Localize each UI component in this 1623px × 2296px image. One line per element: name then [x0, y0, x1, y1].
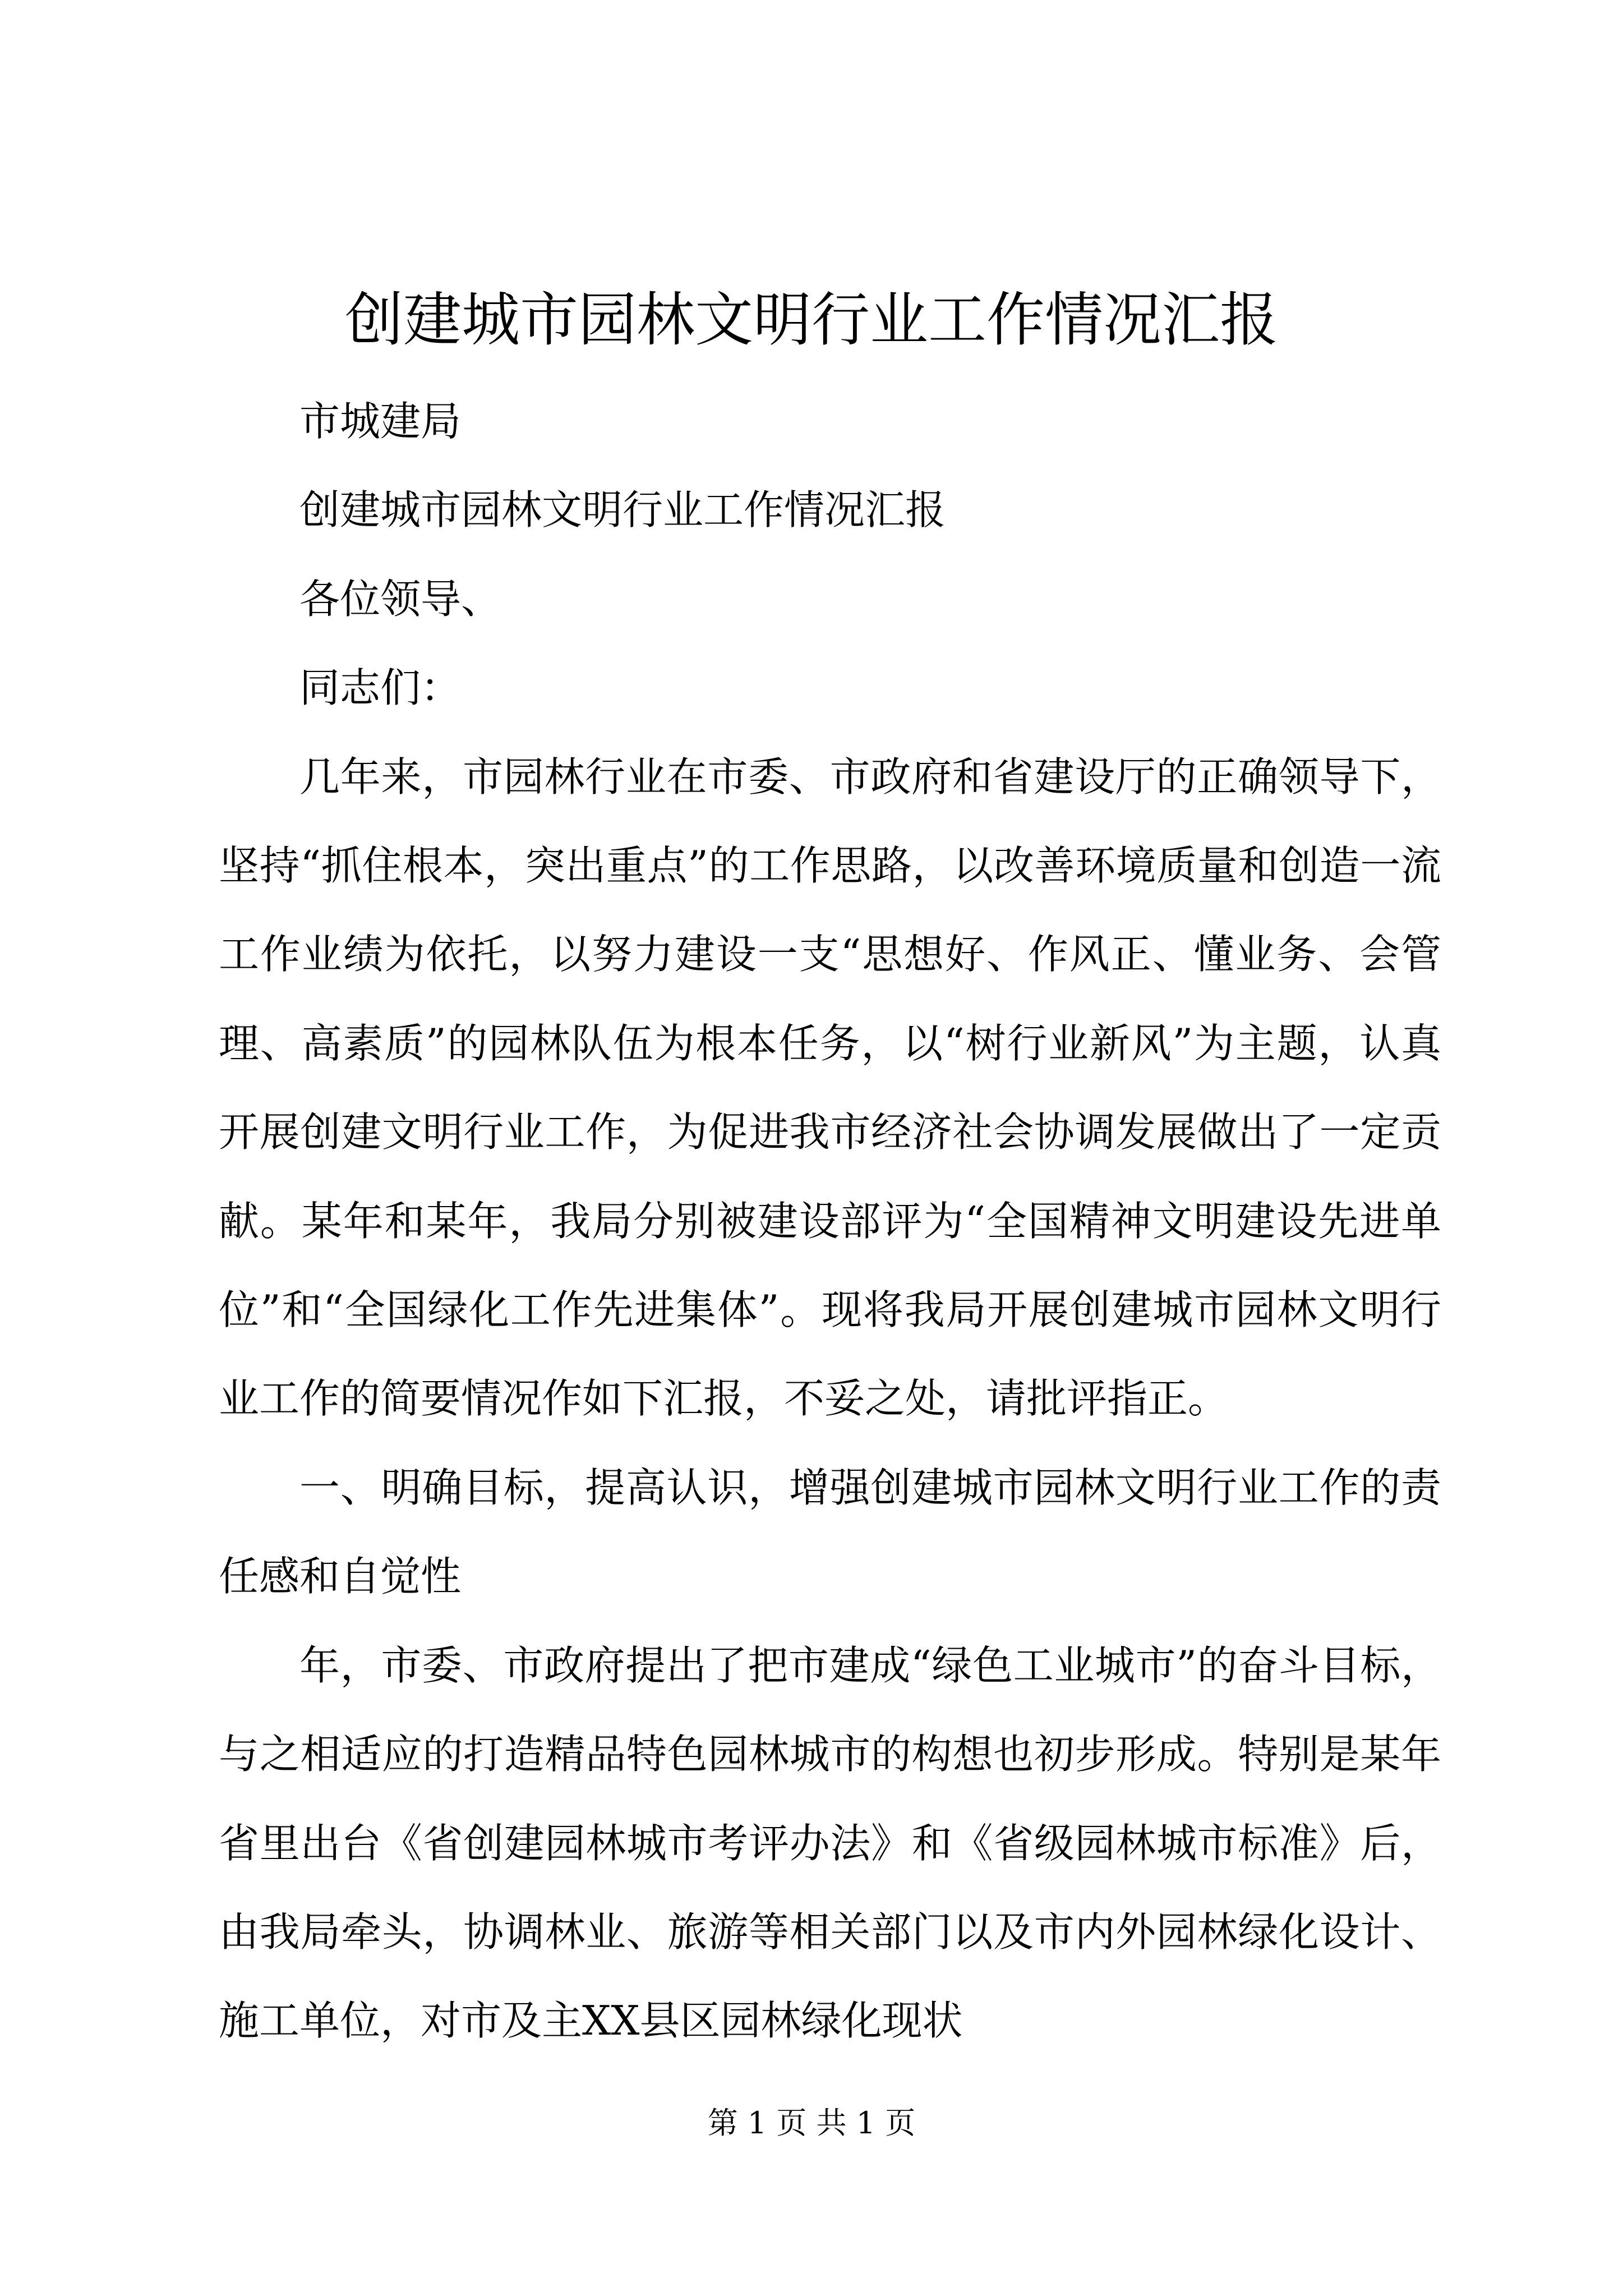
page-footer: 第 1 页 共 1 页: [707, 2105, 916, 2141]
paragraph-section-body: 年，市委、市政府提出了把市建成“绿色工业城市”的奋斗目标，与之相适应的打造精品特色园林城市的构想也初步形成。特别是某年省里出台《省创建园林城市考评办法》和《省级园林城市标准》后，由我局牵头，协调林业、旅游等相关部门以及市内外园林绿化设计、施工单位，对市及主XX县区园林绿化现状: [219, 1641, 1441, 2045]
document-body: [219, 377, 1441, 2065]
paragraph-salutation-1: 各位领导、: [299, 575, 502, 623]
document-title: 创建城市园林文明行业工作情况汇报: [344, 286, 1278, 354]
paragraph-salutation-2: 同志们：: [299, 664, 462, 712]
paragraph-intro: 几年来，市园林行业在市委、市政府和省建设厅的正确领导下，坚持“抓住根本，突出重点”的工作思路，以改善环境质量和创造一流工作业绩为依托，以努力建设一支“思想好、作风正、懂业务、会管理、高素质”的园林队伍为根本任务，以“树行业新风”为主题，认真开展创建文明行业工作，为促进我市经济社会协调发展做出了一定贡献。某年和某年，我局分别被建设部评为“全国精神文明建设先进单位”和“全国绿化工作先进集体”。现将我局开展创建城市园林文明行业工作的简要情况作如下汇报，不妥之处，请批评指正。: [219, 753, 1441, 1423]
paragraph-author: 市城建局: [299, 398, 462, 445]
paragraph-subtitle: 创建城市园林文明行业工作情况汇报: [299, 486, 946, 534]
paragraph-section-heading: 一、明确目标，提高认识，增强创建城市园林文明行业工作的责任感和自觉性: [219, 1464, 1441, 1600]
